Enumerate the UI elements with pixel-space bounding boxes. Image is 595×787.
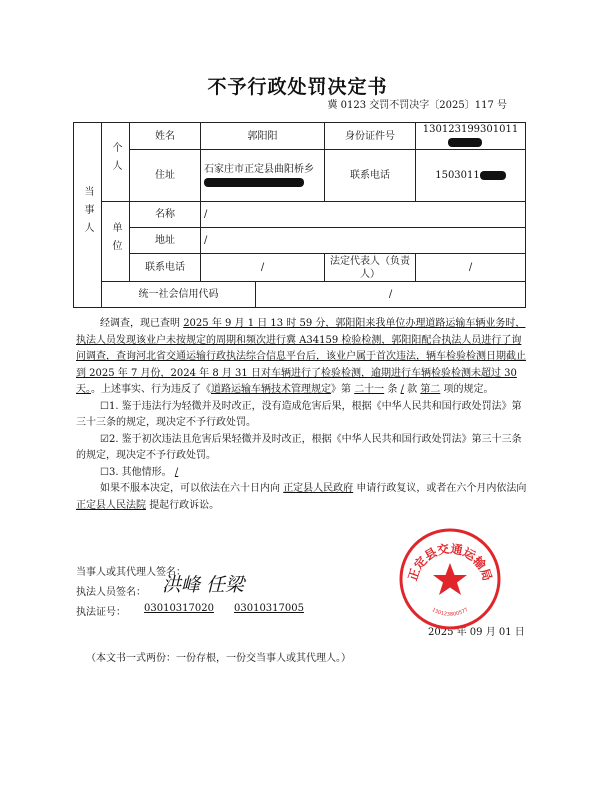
officer-signature: 洪峰 任梁 [162, 574, 245, 596]
legal-rep-value: / [416, 254, 526, 282]
facts-paragraph: 经调查，现已查明 2025 年 9 月 1 日 13 时 59 分，郭阳阳来我单位办理道路运输车辆业务时，执法人员发现该业户未按规定的周期和频次进行冀 A34159 检验检测，郭阳阳配合执法人员进行了询问调查，查询河北省交通运输行政执法综合信息平台后，该业户属于首次违法，辆车检验检测日期截止到 2025 年 7 月份，2024 年 8 月 31 日对车辆进行了检验检测，逾期进行车辆检验检测未超过 30 天。。上述事实、行为违反了《道路运输车辆技术管理规定》第 二十一 条 / 款 第二 项的规定。 [76, 318, 526, 395]
party-info-table [73, 122, 526, 308]
id-value: 130123199301011 [422, 124, 519, 135]
document-title: 不予行政处罚决定书 [207, 76, 388, 98]
decision-body [76, 316, 528, 514]
redaction-mark [480, 171, 506, 180]
cert-label: 执法证号： [76, 607, 126, 618]
id-label: 身份证件号 [325, 123, 416, 150]
appeal-paragraph: 如果不服本决定，可以依法在六十日内向 正定县人民政府 申请行政复议，或者在六个月内依法向正定县人民法院 提起行政诉讼。 [76, 483, 527, 511]
unit-address-value: / [201, 228, 526, 254]
id-value-cell [416, 123, 526, 150]
phone-value-cell [416, 150, 526, 202]
unit-label-cell: 单位 [102, 202, 130, 282]
cert-number-1: 03010317020 [144, 603, 214, 614]
seal-text: 正定县交通运输局 [405, 541, 495, 583]
redaction-mark [448, 138, 482, 147]
official-seal [398, 527, 502, 631]
unit-phone-label: 联系电话 [130, 254, 201, 282]
document-number: 冀 0123 交罚不罚决字〔2025〕117 号 [327, 100, 507, 111]
cert-number-2: 03010317005 [234, 603, 304, 614]
individual-label-cell: 个人 [102, 123, 130, 202]
party-label-cell: 当事人 [74, 123, 102, 308]
option-1: ☐1. 鉴于违法行为轻微并及时改正，没有造成危害后果，根据《中华人民共和国行政处罚法》第三十三条的规定，现决定不予行政处罚。 [76, 400, 522, 428]
redaction-mark [204, 178, 304, 187]
legal-rep-label: 法定代表人（负责人） [325, 254, 416, 282]
credit-code-label: 统一社会信用代码 [102, 282, 256, 308]
seal-number: 130123800577 [430, 607, 470, 618]
address-label: 住址 [130, 150, 201, 202]
name-value: 郭阳阳 [201, 123, 325, 150]
name-label: 姓名 [130, 123, 201, 150]
phone-label: 联系电话 [325, 150, 416, 202]
unit-name-label: 名称 [130, 202, 201, 228]
footnote: （本文书一式两份：一份存根，一份交当事人或其代理人。） [86, 653, 351, 664]
phone-value: 1503011 [435, 170, 480, 181]
unit-phone-value: / [201, 254, 325, 282]
unit-address-label: 地址 [130, 228, 201, 254]
option-2: ☑2. 鉴于初次违法且危害后果轻微并及时改正，根据《中华人民共和国行政处罚法》第三十三条的规定，现决定不予行政处罚。 [76, 433, 522, 461]
option-3: ☐3. 其他情形。 / [100, 466, 179, 478]
unit-name-value: / [201, 202, 526, 228]
address-value: 石家庄市正定县曲阳桥乡 [204, 163, 314, 175]
party-signature-label: 当事人或其代理人签名： [76, 567, 186, 578]
address-value-cell [201, 150, 325, 202]
credit-code-value: / [256, 282, 526, 308]
issue-date: 2025 年 09 月 01 日 [428, 627, 525, 638]
seal-star-icon [433, 563, 467, 595]
officer-signature-label: 执法人员签名： [76, 587, 146, 598]
